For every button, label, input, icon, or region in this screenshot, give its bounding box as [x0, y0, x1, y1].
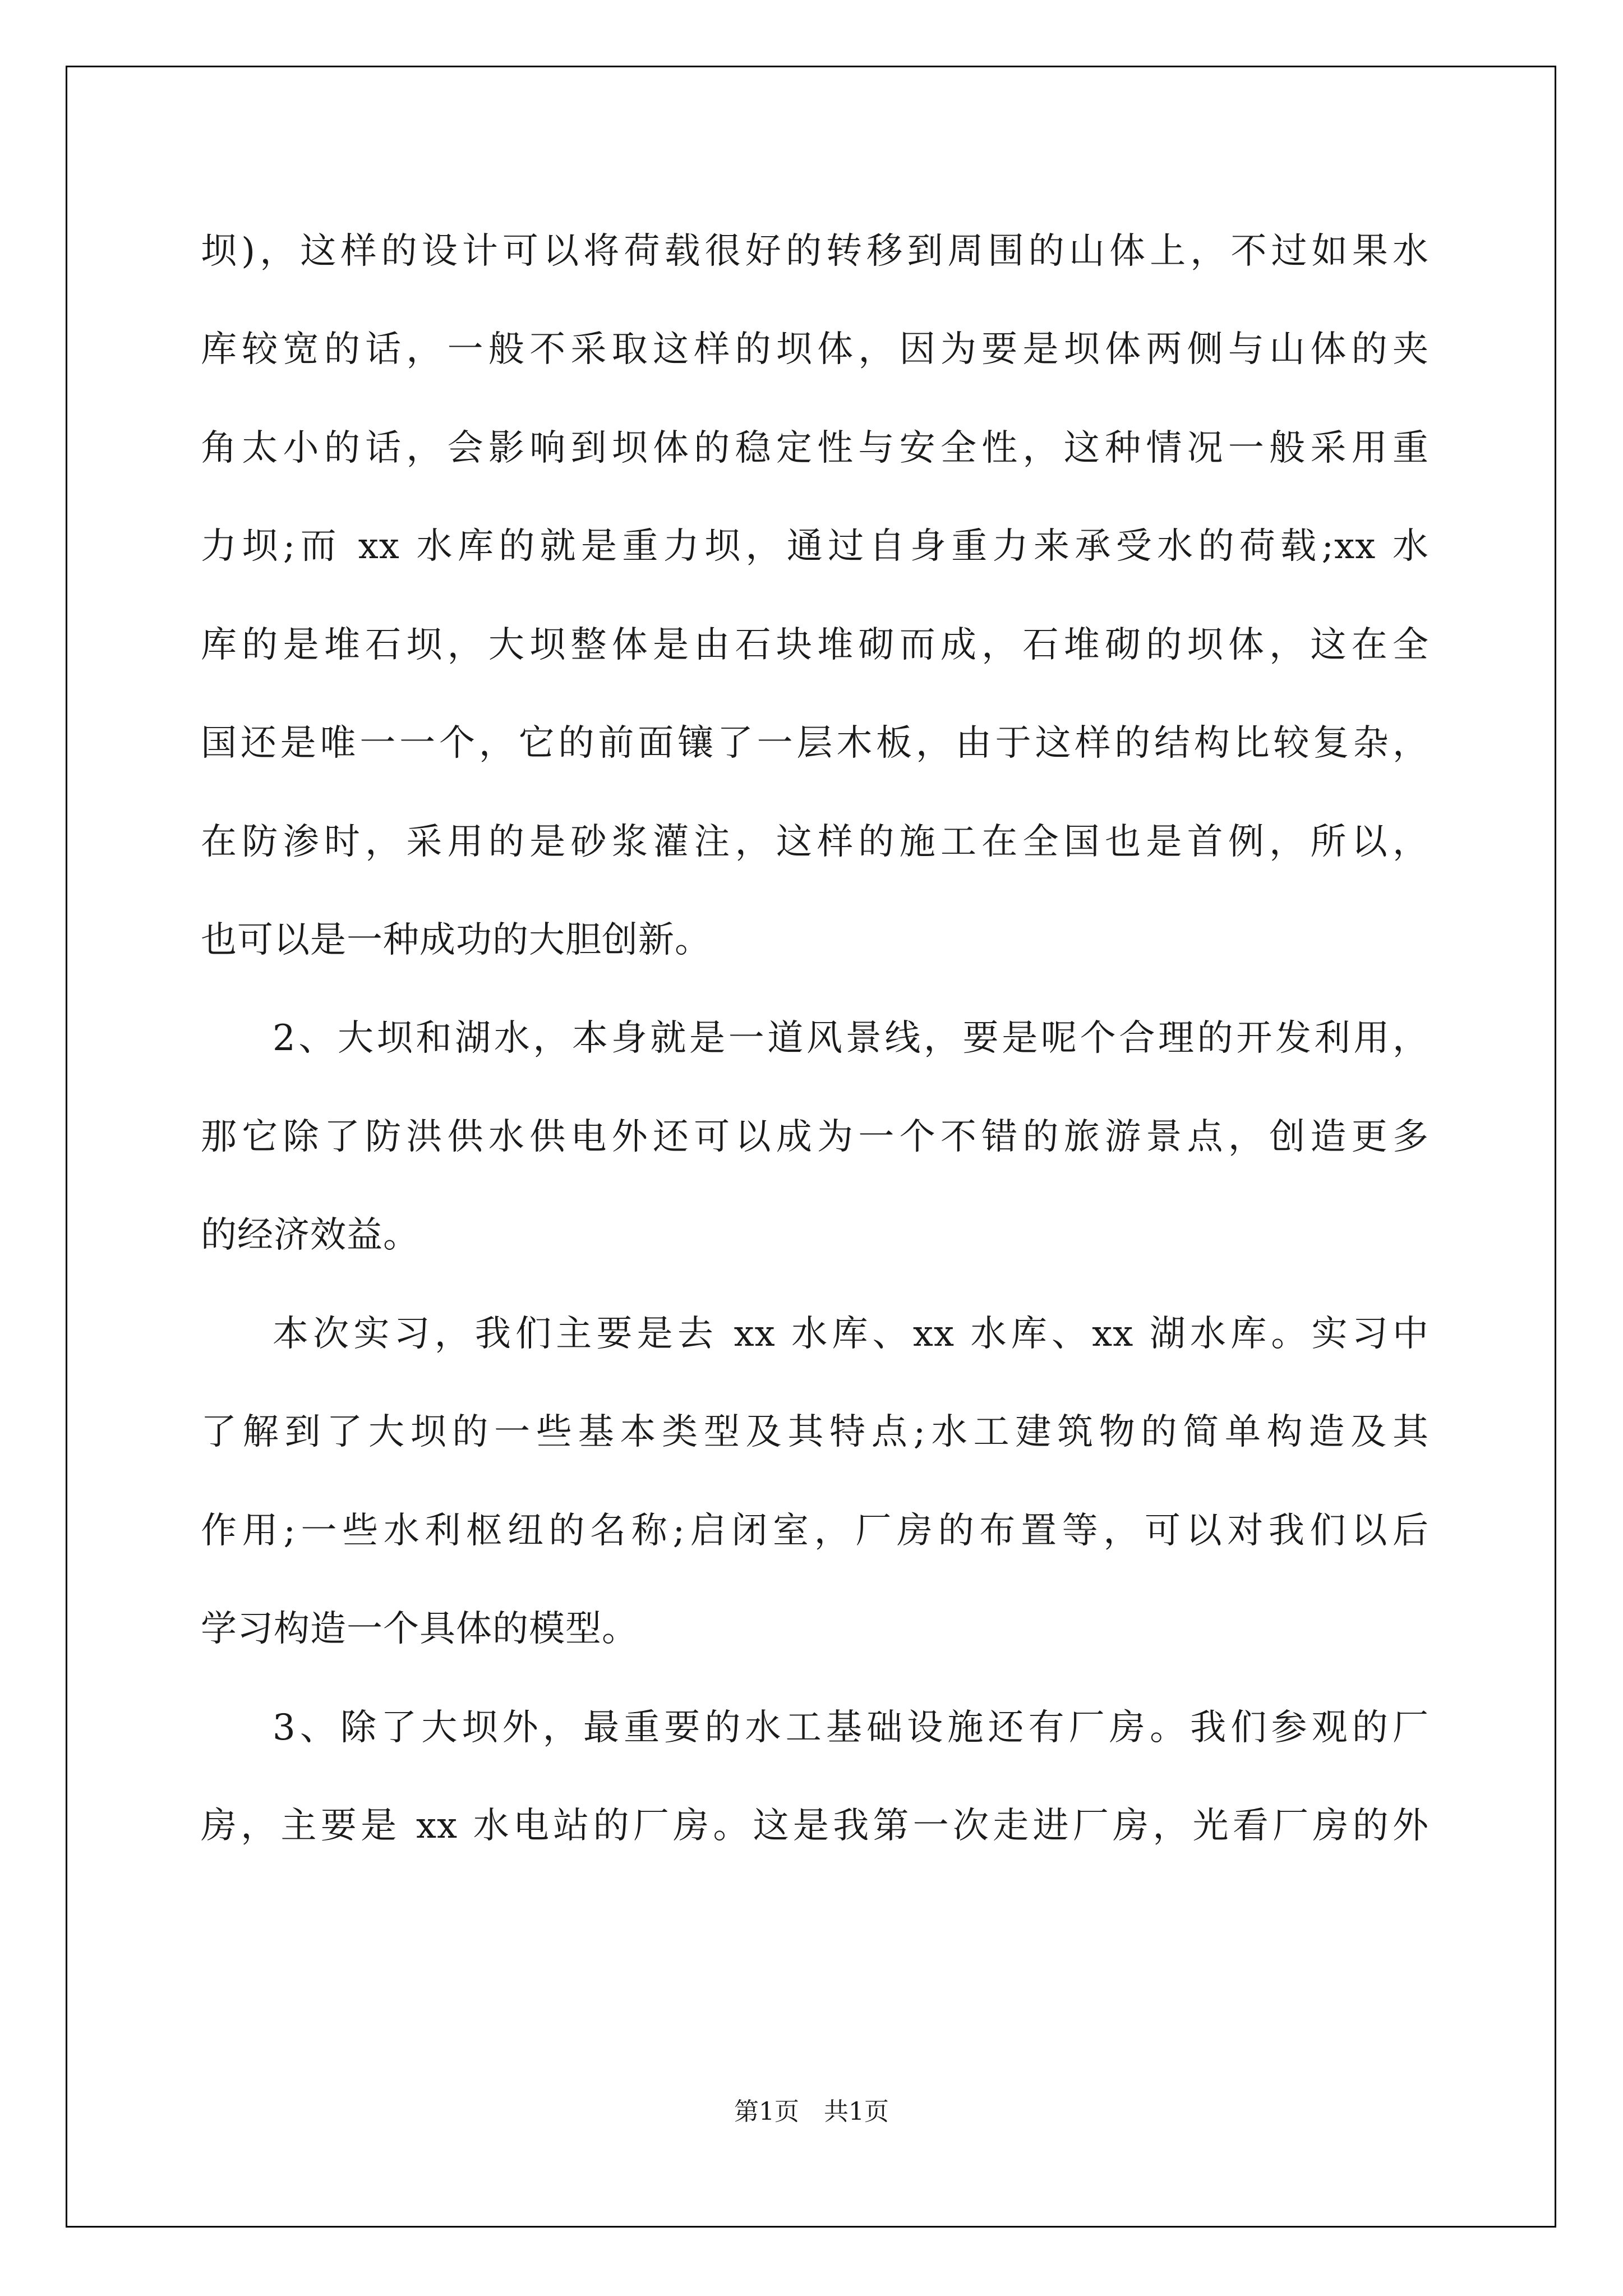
text-line: 库较宽的话，一般不采取这样的坝体，因为要是坝体两侧与山体的夹	[201, 329, 1429, 370]
paragraph-first-line: 2、大坝和湖水，本身就是一道风景线，要是呢个合理的开发利用，	[273, 1018, 1429, 1059]
text-line: 那它除了防洪供水供电外还可以成为一个不错的旅游景点，创造更多	[201, 1116, 1429, 1158]
text-line: 房，主要是 xx 水电站的厂房。这是我第一次走进厂房，光看厂房的外	[201, 1805, 1429, 1847]
text-line: 学习构造一个具体的模型。	[201, 1608, 638, 1650]
text-line: 在防渗时，采用的是砂浆灌注，这样的施工在全国也是首例，所以，	[201, 821, 1429, 863]
paragraph-first-line: 3、除了大坝外，最重要的水工基础设施还有厂房。我们参观的厂	[273, 1707, 1429, 1749]
text-line: 库的是堆石坝，大坝整体是由石块堆砌而成，石堆砌的坝体，这在全	[201, 624, 1429, 666]
page-footer: 第1页 共1页	[734, 2097, 889, 2126]
text-line: 力坝;而 xx 水库的就是重力坝，通过自身重力来承受水的荷载;xx 水	[201, 526, 1429, 567]
text-line: 作用;一些水利枢纽的名称;启闭室，厂房的布置等，可以对我们以后	[201, 1510, 1429, 1552]
paragraph-first-line: 本次实习，我们主要是去 xx 水库、xx 水库、xx 湖水库。实习中	[273, 1313, 1429, 1355]
text-line: 国还是唯一一个，它的前面镶了一层木板，由于这样的结构比较复杂，	[201, 723, 1429, 764]
text-line: 了解到了大坝的一些基本类型及其特点;水工建筑物的简单构造及其	[201, 1411, 1429, 1453]
text-line: 也可以是一种成功的大胆创新。	[201, 919, 711, 961]
text-line: 坝)，这样的设计可以将荷载很好的转移到周围的山体上，不过如果水	[201, 231, 1429, 272]
text-line: 的经济效益。	[201, 1214, 419, 1256]
text-line: 角太小的话，会影响到坝体的稳定性与安全性，这种情况一般采用重	[201, 427, 1429, 469]
